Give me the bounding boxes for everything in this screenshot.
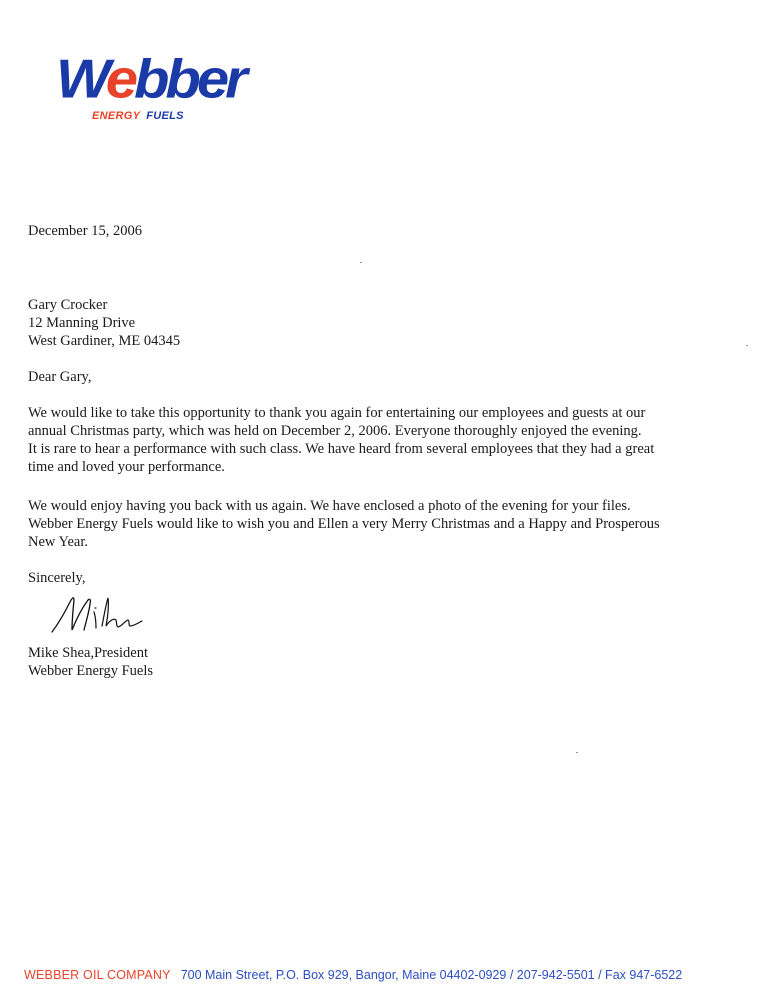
signer-block	[28, 644, 153, 680]
recipient-name: Gary Crocker	[28, 297, 108, 313]
tagline-fuels: FUELS	[146, 110, 184, 122]
paragraph-line: annual Christmas party, which was held on December 2, 2006. Everyone thoroughly enjoyed the evening.	[28, 423, 642, 439]
salutation: Dear Gary,	[28, 369, 92, 385]
footer-address: 700 Main Street, P.O. Box 929, Bangor, Maine 04402-0929 / 207-942-5501 / Fax 947-6522	[180, 968, 683, 982]
closing: Sincerely,	[28, 570, 86, 586]
paragraph-line: time and loved your performance.	[28, 459, 225, 475]
recipient-city: West Gardiner, ME 04345	[28, 333, 181, 349]
paragraph-line: Webber Energy Fuels would like to wish you and Ellen a very Merry Christmas and a Happy and Prosperous	[28, 516, 660, 532]
logo-tagline	[92, 110, 184, 122]
paragraph-line: We would enjoy having you back with us again. We have enclosed a photo of the evening for your files.	[28, 498, 631, 514]
letterhead-footer	[24, 968, 682, 982]
footer-company: WEBBER OIL COMPANY	[24, 968, 171, 982]
recipient-street: 12 Manning Drive	[28, 315, 136, 331]
scan-speck	[576, 752, 578, 753]
paragraph-1	[28, 404, 654, 476]
paragraph-line: New Year.	[28, 534, 89, 550]
signer-name: Mike Shea,President	[28, 645, 149, 661]
scan-speck	[746, 345, 748, 346]
paragraph-line: We would like to take this opportunity to thank you again for entertaining our employees and guests at our	[28, 405, 646, 421]
logo-wordmark: Webber	[56, 48, 244, 110]
scan-speck	[360, 262, 362, 263]
company-logo	[56, 48, 244, 126]
paragraph-2	[28, 497, 660, 551]
letter-date: December 15, 2006	[28, 223, 142, 239]
handwritten-signature	[48, 590, 148, 638]
signer-company: Webber Energy Fuels	[28, 663, 154, 679]
recipient-address	[28, 296, 180, 350]
tagline-energy: ENERGY	[92, 110, 141, 122]
paragraph-line: It is rare to hear a performance with such class. We have heard from several employees that they had a great	[28, 441, 655, 457]
